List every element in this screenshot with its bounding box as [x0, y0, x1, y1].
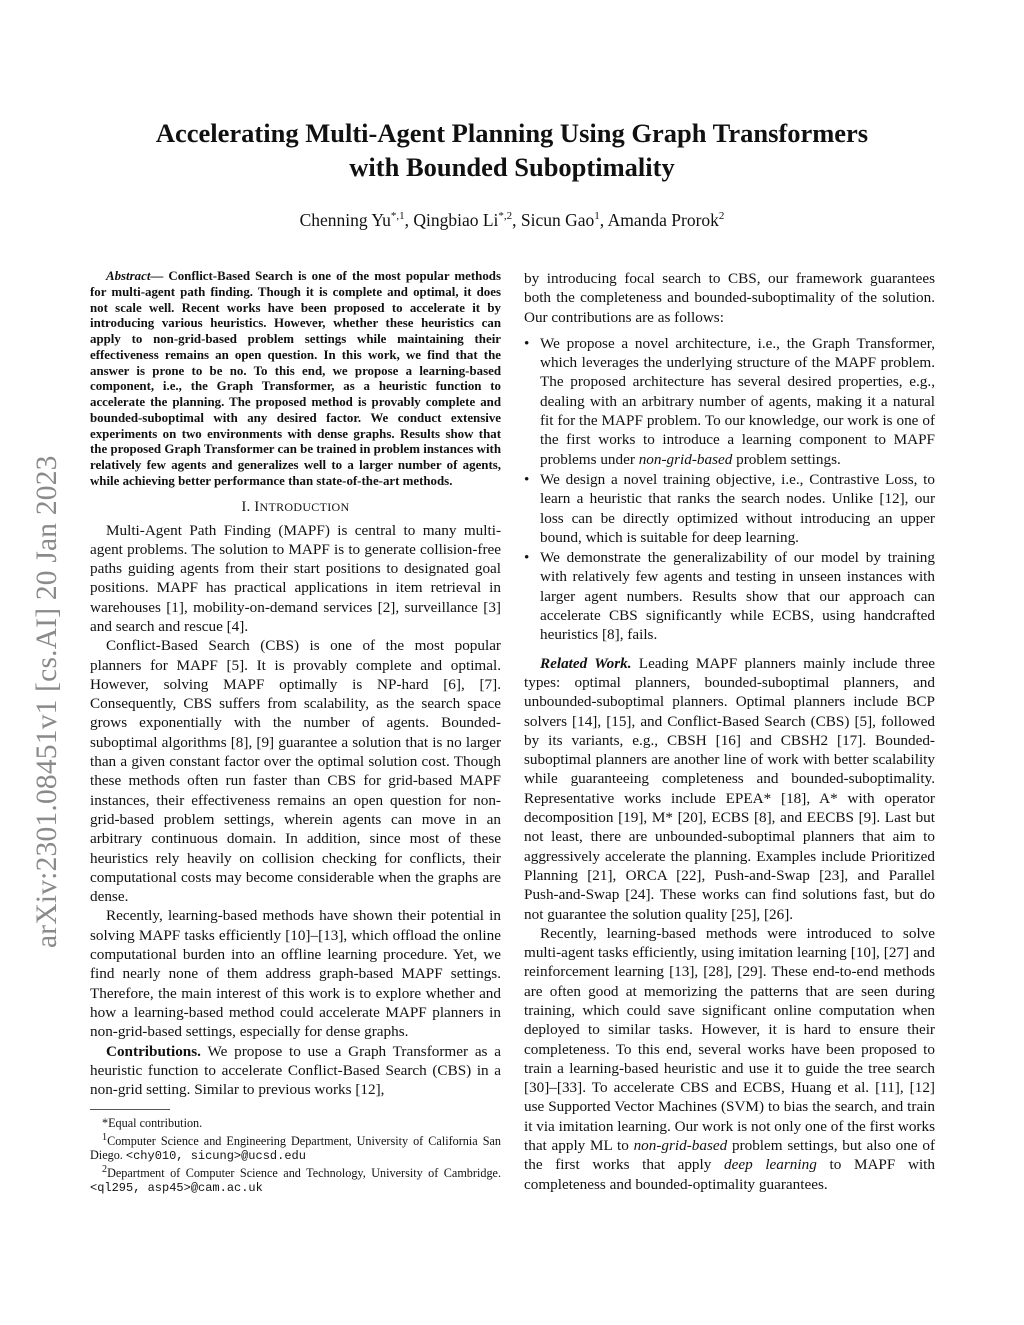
footnote-mark: 2 [102, 1164, 108, 1176]
bullet-icon: • [524, 334, 530, 352]
footnote-text: Department of Computer Science and Technology, University of Cambridge. [107, 1166, 501, 1181]
footnote-2 [90, 1163, 501, 1195]
contributions-paragraph [90, 1042, 501, 1100]
author-separator: , [599, 209, 608, 230]
contributions-text: We propose to use a Graph Transformer as a heuristic function to accelerate Conflict-Based Search (CBS) in a non-grid setting. Similar to previous works [12], [90, 1042, 501, 1099]
related-work-paragraph [524, 654, 935, 924]
list-item [524, 334, 935, 469]
paragraph-text: Recently, learning-based methods were introduced to solve multi-agent tasks efficiently, using imitation learning [10], [27] and reinforcement learning [13], [28], [29]. These end-to-end methods are often good at memorizing the patterns that are seen during training, which could save significant online computation when deployed to similar tasks. However, it is hard to ensure their completeness. To this end, several works have been proposed to train a learning-based heuristic and use it to guide the tree search [30]–[33]. To accelerate CBS and ECBS, Huang et al. [11], [12] use Supported Vector Machines (SVM) to bias the search, and train it via imitation learning. Our work is not only one of the first works that apply ML to [524, 924, 935, 1155]
emphasis: deep learning [724, 1156, 817, 1174]
right-column [524, 269, 935, 1194]
abstract [90, 269, 501, 490]
bullet-emphasis: non-grid-based [638, 450, 733, 468]
author-affiliation: *,1 [390, 210, 405, 222]
right-paragraph-2 [524, 924, 935, 1194]
left-column [90, 269, 501, 1196]
footnote-rule [90, 1109, 170, 1110]
paper-title [100, 116, 924, 184]
author-affiliation: 2 [718, 210, 725, 222]
footnote-email: <ql295, asp45>@cam.ac.uk [90, 1181, 263, 1196]
author-name: Qingbiao Li [413, 209, 499, 230]
abstract-dash: — [150, 269, 169, 283]
author-list [100, 205, 924, 231]
paragraph-text: problem settings, but also one of the first works that apply [524, 1137, 935, 1174]
abstract-text: Conflict-Based Search is one of the most popular methods for multi-agent path finding. Though it is complete and optimal, it does not scale well. Recent works have been proposed to accelerate it by introducing various heuristics. However, whether these heuristics can apply to non-grid-based problem settings while maintaining their effectiveness remains an open question. In this work, we find that the answer is prone to be no. To this end, we propose a learning-based component, i.e., the Graph Transformer, as a heuristic function to accelerate the planning. The proposed method is provably complete and bounded-suboptimal with any desired factor. We conduct extensive experiments on two environments with dense graphs. Results show that the proposed Graph Transformer can be trained in problem instances with relatively few agents and generalizes well to a larger number of agents, while achieving better performance than state-of-the-art methods. [90, 269, 501, 488]
bullet-text: We demonstrate the generalizability of our model by training with relatively few agents and testing in unseen instances with larger agent numbers. Results show that our approach can accelerate CBS significantly while ECBS, using handcrafted heuristics [8], fails. [540, 549, 935, 644]
section-number: I. [241, 498, 255, 515]
author-affiliation: *,2 [498, 210, 513, 222]
contributions-lead: Contributions. [106, 1042, 201, 1060]
contributions-list [524, 334, 935, 645]
right-paragraph-1: by introducing focal search to CBS, our framework guarantees both the completeness and bounded-suboptimality of the solution. Our contributions are as follows: [524, 270, 935, 326]
paragraph-text: to MAPF with completeness and bounded-optimality guarantees. [524, 1156, 935, 1193]
author-name: Sicun Gao [520, 209, 595, 230]
bullet-text: We propose a novel architecture, i.e., the Graph Transformer, which leverages the underlying structure of the MAPF problem. The proposed architecture has several desired properties, e.g., dealing with an arbitrary number of agents, making it a natural fit for the MAPF problem. To our knowledge, our work is one of the first works to introduce a learning component to MAPF problems under [540, 334, 935, 468]
title-line-2: with Bounded Suboptimality [349, 152, 675, 182]
section-initial: I [254, 498, 260, 515]
section-heading-introduction [90, 499, 501, 516]
author-name: Chenning Yu [299, 209, 391, 230]
emphasis: non-grid-based [633, 1137, 728, 1155]
related-work-lead: Related Work. [540, 654, 632, 672]
section-rest: NTRODUCTION [259, 499, 350, 514]
footnote-1 [90, 1131, 501, 1163]
list-item [524, 470, 935, 547]
bullet-icon: • [524, 470, 530, 488]
abstract-label: Abstract [106, 269, 151, 283]
related-work-text: Leading MAPF planners mainly include three types: optimal planners, bounded-suboptimal planners, and unbounded-suboptimal planners. Optimal planners include BCP solvers [14], [15], and Conflict-Based Search (CBS) [5], followed by its variants, e.g., CBSH [16] and CBSH2 [17]. Bounded-suboptimal planners are another line of work with better scalability while guaranteeing completeness and bounded-suboptimality. Representative works include EPEA* [18], A* with operator decomposition [19], M* [20], ECBS [8], and EECBS [9]. Last but not least, there are unbounded-suboptimal planners that aim to aggressively accelerate the planning. Examples include Prioritized Planning [21], ORCA [22], Push-and-Swap [23], and Parallel Push-and-Swap [24]. These works can find solutions fast, but do not guarantee the solution quality [25], [26]. [524, 654, 935, 923]
author-separator: , [404, 209, 414, 230]
arxiv-identifier: arXiv:2301.08451v1 [cs.AI] 20 Jan 2023 [31, 455, 63, 948]
intro-paragraph-2: Conflict-Based Search (CBS) is one of the most popular planners for MAPF [5]. It is provably complete and optimal. However, solving MAPF optimally is NP-hard [6], [7]. Consequently, CBS suffers from scalability, as the search space grows exponentially with the number of agents. Bounded-suboptimal algorithms [8], [9] guarantee a solution that is no larger than a given constant factor over the optimal solution cost. Though these methods often run faster than CBS for grid-based MAPF instances, their effectiveness remains an open question for non-grid-based problem settings, wherein agents can move in an arbitrary continuous domain. In addition, since most of these heuristics rely heavily on collision checking for conflicts, their computational costs may become considerable when the graphs are dense. [90, 637, 501, 906]
bullet-text: We design a novel training objective, i.e., Contrastive Loss, to learn a heuristic that ranks the search nodes. Unlike [12], our loss can be directly optimized without introducing an upper bound, which is suitable for deep learning. [540, 470, 935, 546]
intro-paragraph-1: Multi-Agent Path Finding (MAPF) is central to many multi-agent problems. The solution to MAPF is to generate collision-free paths guiding agents from their start positions to designated goal positions. MAPF has practical applications in item retrieval in warehouses [1], mobility-on-demand services [2], surveillance [3] and search and rescue [4]. [90, 521, 501, 635]
title-line-1: Accelerating Multi-Agent Planning Using Graph Transformers [155, 118, 869, 148]
author-separator: , [512, 209, 521, 230]
author-name: Amanda Prorok [607, 209, 719, 230]
footnote-equal: *Equal contribution. [102, 1116, 203, 1131]
intro-paragraph-3: Recently, learning-based methods have shown their potential in solving MAPF tasks efficiently [10]–[13], which offload the online computational burden into an offline learning procedure. Yet, we find nearly none of them address graph-based MAPF settings. Therefore, the main interest of this work is to explore whether and how a learning-based method could accelerate MAPF planners in non-grid-based settings, especially for dense graphs. [90, 907, 501, 1041]
list-item [524, 548, 935, 644]
bullet-text: problem settings. [732, 450, 841, 468]
footnote-email: <chy010, sicung>@ucsd.edu [125, 1148, 306, 1163]
footnote-text: Computer Science and Engineering Department, University of California San Diego. [90, 1133, 501, 1162]
bullet-icon: • [524, 549, 530, 567]
author-affiliation: 1 [594, 210, 600, 222]
footnote-mark: 1 [102, 1131, 108, 1143]
footnotes [90, 1109, 501, 1195]
